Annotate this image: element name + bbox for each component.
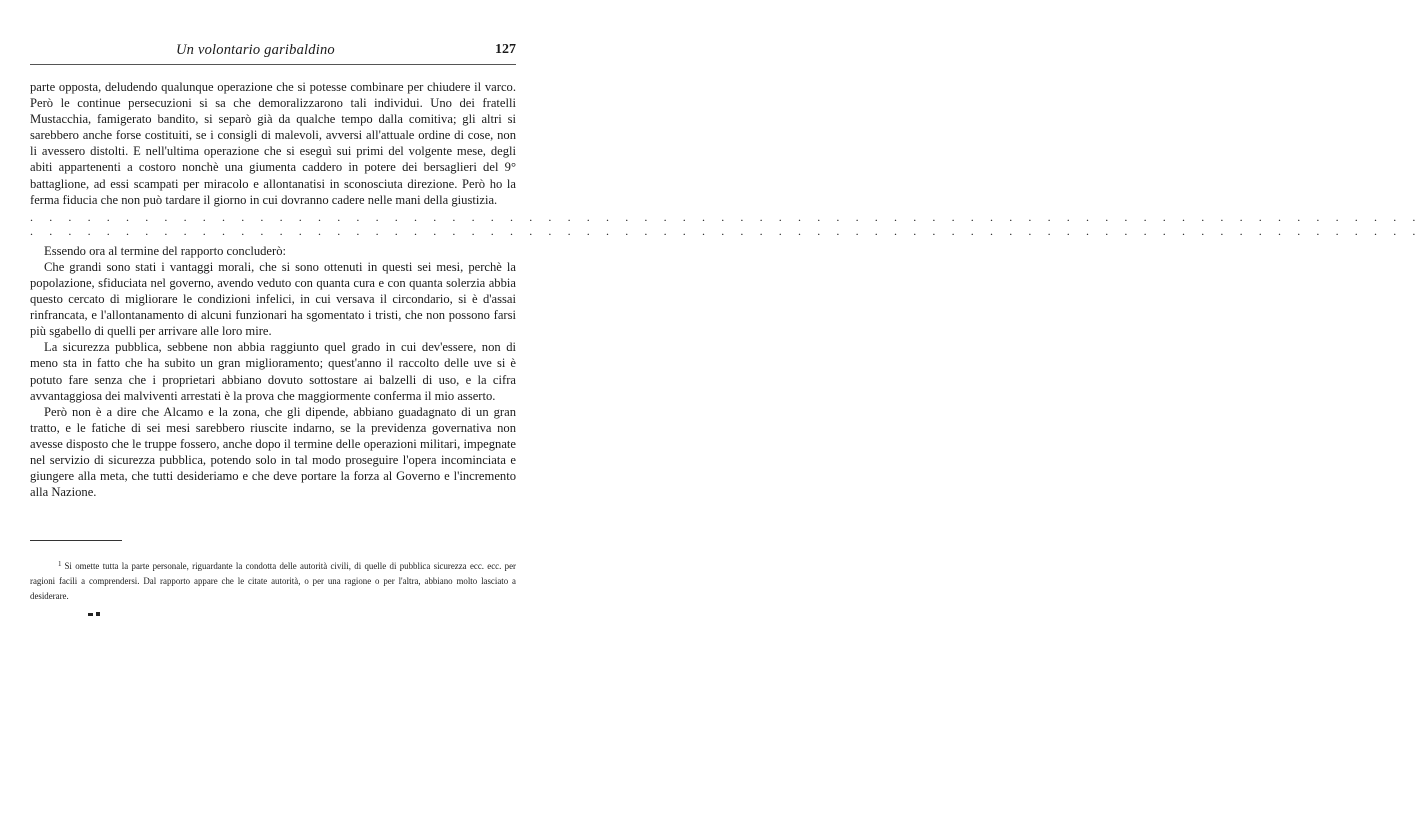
body-text: [30, 79, 1422, 500]
paragraph-4: La sicurezza pubblica, sebbene non abbia raggiunto quel grado in cui dev'essere, non di meno sta in fatto che ha subito un gran miglioramento; quest'anno il raccolto delle uve si è potuto fare senza che i proprietari abbiano dovuto sottostare ai balzelli di uso, e la cifra avvantaggiosa dei malviventi arrestati è la prova che maggiormente conferma il mio asserto.: [30, 340, 516, 403]
elision-dots-line-1: . . . . . . . . . . . . . . . . . . . . . . . . . . . . . . . . . . . . . . . . . . . . . . . . . . . . . . . . . . . . . . . . . . . . . . . . .: [30, 209, 1422, 224]
book-page: [30, 42, 1422, 613]
running-title: Un volontario garibaldino: [176, 42, 335, 58]
footnote-marker: 1: [58, 560, 62, 569]
paragraph-2: Essendo ora al termine del rapporto concluderò:: [44, 243, 286, 258]
header-rule: [30, 64, 516, 65]
elision-dots-line-2: . . . . . . . . . . . . . . . . . . . . . . . . . . . . . . . . . . . . . . . . . . . . . . . . . . . . . . . . . . . . . . . . . . . . . . . . .: [30, 223, 1422, 238]
footnote-rule: [30, 540, 122, 541]
page-number: 127: [495, 42, 516, 57]
paragraph-3: Che grandi sono stati i vantaggi morali, che si sono ottenuti in questi sei mesi, perchè la popolazione, sfiduciata nel governo, avendo veduto con quanta cura e con quanta solerzia abbia questo cercato di migliorare le condizioni infelici, in cui versava il circondario, si è d'assai rinfrancata, e l'allontanamento di alcuni funzionari ha sgomentato i tristi, che non possono farsi più sgabello di quelli per arrivare alle loro mire.: [30, 259, 516, 339]
paragraph-5: Però non è a dire che Alcamo e la zona, che gli dipende, abbiano guadagnato di un gran tratto, e le fatiche di sei mesi sarebbero riuscite indarno, se la previdenza governativa non avesse disposto che le truppe fossero, anche dopo il termine delle operazioni militari, impegnate nel servizio di sicurezza pubblica, potendo solo in tal modo proseguire l'opera incominciata e giungere alla meta, che tutti desideriamo e che deve portare la forza al Governo e l'incremento alla Nazione.: [30, 404, 516, 500]
ink-speck: [88, 612, 102, 618]
paragraph-1: parte opposta, deludendo qualunque operazione che si potesse combinare per chiudere il varco. Però le continue persecuzioni si sa che demoralizzarono tali individui. Uno dei fratelli Mustacchia, famigerato bandito, si separò già da qualche tempo dalla comitiva; gli altri si sarebbero anche forse costituiti, se i consigli di malevoli, avversi all'attuale ordine di cose, non li avessero distolti. E nell'ultima operazione che si eseguì sui primi del volgente mese, degli abiti appartenenti a costoro nonchè una giumenta caddero in potere dei bersaglieri del 9° battaglione, ad essi scampati per miracolo e allontanatisi in sconosciuta direzione. Però ho la ferma fiducia che non può tardare il giorno in cui dovranno cadere nelle mani della giustizia.: [30, 80, 516, 207]
running-header: [30, 42, 516, 62]
footnote-text: Si omette tutta la parte personale, riguardante la condotta delle autorità civili, di quelle di pubblica sicurezza ecc. ecc. per ragioni facili a comprendersi. Dal rapporto appare che le citate autorità, o per una ragione o per l'altra, abbiano molto lasciato a desiderare.: [30, 561, 516, 602]
footnote: [30, 557, 516, 604]
